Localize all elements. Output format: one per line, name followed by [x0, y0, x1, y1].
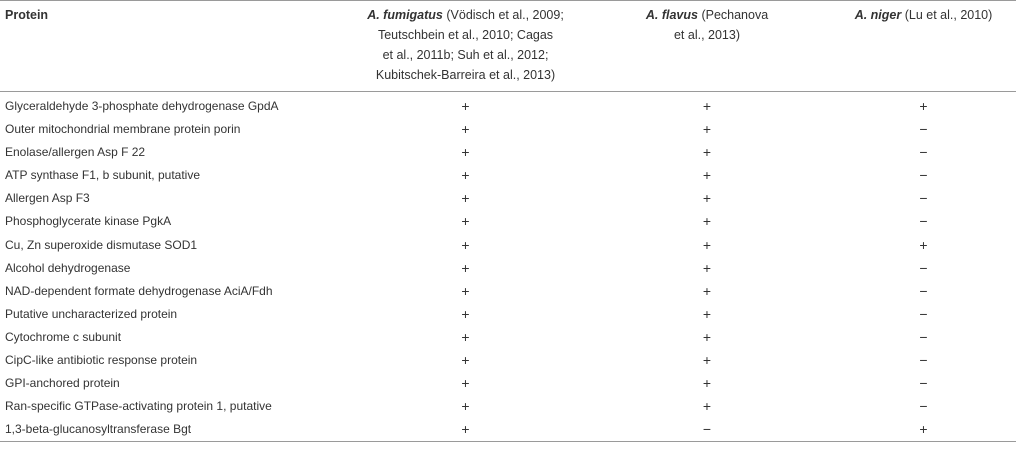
- niger-presence-cell: +: [919, 421, 928, 438]
- flavus-presence-cell: +: [702, 236, 712, 253]
- table-row: [0, 349, 1016, 372]
- niger-presence-cell: −: [919, 305, 928, 322]
- flavus-presence-cell: +: [702, 213, 712, 230]
- fumigatus-presence-cell: +: [461, 328, 470, 345]
- table-header: [0, 1, 1016, 92]
- niger-presence-cell: −: [919, 398, 928, 415]
- fumigatus-species-name: A. fumigatus: [367, 8, 443, 22]
- protein-name-cell: Allergen Asp F3: [5, 191, 90, 206]
- flavus-presence-cell: −: [702, 421, 712, 438]
- fumigatus-citation-line: Kubitschek-Barreira et al., 2013): [375, 68, 556, 82]
- niger-presence-cell: −: [919, 375, 928, 392]
- table-row: [0, 326, 1016, 349]
- fumigatus-citation-line: Teutschbein et al., 2010; Cagas: [377, 28, 554, 42]
- fumigatus-presence-cell: +: [461, 144, 470, 161]
- flavus-presence-cell: +: [702, 144, 712, 161]
- flavus-presence-cell: +: [702, 328, 712, 345]
- niger-column-header: [831, 1, 1016, 92]
- flavus-citation-line: et al., 2013): [673, 28, 740, 42]
- niger-presence-cell: −: [919, 352, 928, 369]
- fumigatus-citation-line: et al., 2011b; Suh et al., 2012;: [382, 48, 549, 62]
- niger-presence-cell: −: [919, 167, 928, 184]
- protein-name-cell: 1,3-beta-glucanosyltransferase Bgt: [5, 422, 192, 437]
- flavus-presence-cell: +: [702, 98, 712, 114]
- protein-name-cell: Enolase/allergen Asp F 22: [5, 145, 146, 160]
- protein-name-cell: ATP synthase F1, b subunit, putative: [5, 168, 200, 183]
- table-row: [0, 118, 1016, 141]
- table-row: [0, 257, 1016, 280]
- table-row: [0, 92, 1016, 119]
- table-row: [0, 418, 1016, 442]
- fumigatus-presence-cell: +: [461, 421, 470, 438]
- protein-name-cell: NAD-dependent formate dehydrogenase AciA/Fdh: [5, 283, 273, 298]
- protein-name-cell: GPI-anchored protein: [5, 376, 120, 391]
- protein-name-cell: Outer mitochondrial membrane protein porin: [5, 122, 241, 137]
- flavus-presence-cell: +: [702, 282, 712, 299]
- fumigatus-citation-line: (Vödisch et al., 2009;: [446, 8, 564, 22]
- fumigatus-presence-cell: +: [461, 98, 470, 114]
- flavus-presence-cell: +: [702, 121, 712, 138]
- fumigatus-presence-cell: +: [461, 121, 470, 138]
- niger-presence-cell: −: [919, 213, 928, 230]
- fumigatus-presence-cell: +: [461, 167, 470, 184]
- flavus-citation-line: (Pechanova: [701, 8, 769, 22]
- fumigatus-presence-cell: +: [461, 282, 470, 299]
- table-row: [0, 187, 1016, 210]
- header-row: [0, 1, 1016, 92]
- flavus-presence-cell: +: [702, 167, 712, 184]
- flavus-presence-cell: +: [702, 375, 712, 392]
- protein-name-cell: Cu, Zn superoxide dismutase SOD1: [5, 237, 198, 252]
- table-body: [0, 92, 1016, 442]
- fumigatus-presence-cell: +: [461, 398, 470, 415]
- niger-presence-cell: −: [919, 121, 928, 138]
- table-row: [0, 141, 1016, 164]
- protein-name-cell: Alcohol dehydrogenase: [5, 260, 131, 275]
- flavus-presence-cell: +: [702, 305, 712, 322]
- fumigatus-presence-cell: +: [461, 236, 470, 253]
- table-row: [0, 280, 1016, 303]
- flavus-presence-cell: +: [702, 190, 712, 207]
- table-row: [0, 164, 1016, 187]
- fumigatus-column-header: [348, 1, 583, 92]
- niger-presence-cell: +: [919, 98, 928, 114]
- protein-name-cell: Ran-specific GTPase-activating protein 1, putative: [5, 399, 272, 414]
- protein-name-cell: CipC-like antibiotic response protein: [5, 353, 198, 368]
- table-row: [0, 372, 1016, 395]
- table-row: [0, 303, 1016, 326]
- protein-column-header: Protein: [5, 8, 49, 22]
- protein-name-cell: Phosphoglycerate kinase PgkA: [5, 214, 172, 229]
- protein-name-cell: Putative uncharacterized protein: [5, 306, 178, 321]
- niger-presence-cell: −: [919, 190, 928, 207]
- flavus-presence-cell: +: [702, 398, 712, 415]
- table-row: [0, 395, 1016, 418]
- fumigatus-presence-cell: +: [461, 213, 470, 230]
- niger-presence-cell: −: [919, 282, 928, 299]
- niger-species-name: A. niger: [854, 8, 902, 22]
- fumigatus-presence-cell: +: [461, 259, 470, 276]
- niger-presence-cell: −: [919, 144, 928, 161]
- table-row: [0, 210, 1016, 233]
- flavus-species-name: A. flavus: [645, 8, 698, 22]
- niger-citation: (Lu et al., 2010): [904, 8, 993, 22]
- fumigatus-presence-cell: +: [461, 305, 470, 322]
- fumigatus-presence-cell: +: [461, 375, 470, 392]
- niger-presence-cell: −: [919, 328, 928, 345]
- niger-presence-cell: +: [919, 236, 928, 253]
- flavus-column-header: [583, 1, 831, 92]
- protein-name-cell: Cytochrome c subunit: [5, 329, 122, 344]
- fumigatus-presence-cell: +: [461, 190, 470, 207]
- protein-name-cell: Glyceraldehyde 3-phosphate dehydrogenase GpdA: [5, 99, 279, 113]
- table-row: [0, 234, 1016, 257]
- flavus-presence-cell: +: [702, 259, 712, 276]
- flavus-presence-cell: +: [702, 352, 712, 369]
- fumigatus-presence-cell: +: [461, 352, 470, 369]
- niger-presence-cell: −: [919, 259, 928, 276]
